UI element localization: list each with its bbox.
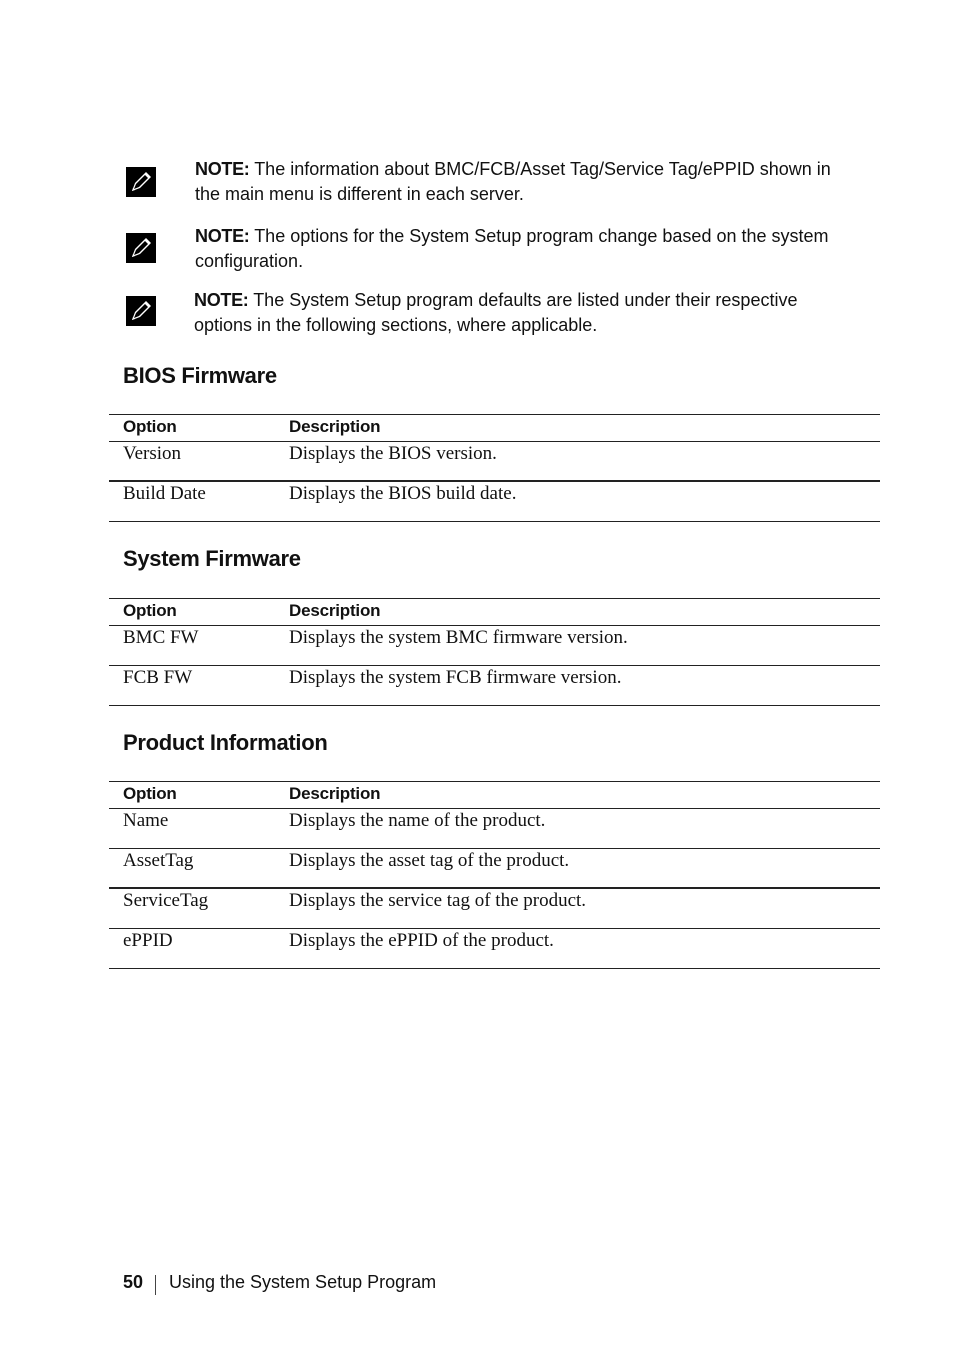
column-header-description: Description — [289, 417, 381, 436]
option-cell: Build Date — [123, 483, 206, 504]
description-cell: Displays the name of the product. — [289, 810, 546, 831]
table-product-information — [109, 781, 880, 969]
page-footer — [123, 1272, 437, 1293]
table-bios-firmware — [109, 414, 880, 522]
page-number: 50 — [123, 1272, 144, 1292]
column-header-description: Description — [289, 784, 381, 803]
column-header-option: Option — [123, 601, 177, 620]
note-label: NOTE: — [194, 290, 249, 310]
table-header — [109, 598, 880, 626]
table-row — [109, 849, 880, 889]
description-cell: Displays the system FCB firmware version. — [289, 667, 622, 688]
option-cell: ServiceTag — [123, 890, 209, 911]
table-header — [109, 781, 880, 809]
column-header-option: Option — [123, 784, 177, 803]
column-header-option: Option — [123, 417, 177, 436]
table-row — [109, 482, 880, 522]
note-label: NOTE: — [195, 159, 250, 179]
column-header-description: Description — [289, 601, 381, 620]
option-cell: ePPID — [123, 930, 173, 951]
note-pencil-icon — [126, 296, 156, 326]
note-label: NOTE: — [195, 226, 250, 246]
table-row — [109, 442, 880, 482]
table-row — [109, 889, 880, 929]
table-header — [109, 414, 880, 442]
description-cell: Displays the system BMC firmware version. — [289, 627, 628, 648]
note-text: The information about BMC/FCB/Asset Tag/Service Tag/ePPID shown in the main menu is different in each server. — [195, 159, 831, 204]
table-row — [109, 666, 880, 706]
table-row — [109, 929, 880, 969]
option-cell: Version — [123, 443, 182, 464]
table-row — [109, 626, 880, 666]
section-title-bios-firmware: BIOS Firmware — [123, 363, 277, 388]
note-pencil-icon — [126, 233, 156, 263]
footer-chapter-title: Using the System Setup Program — [169, 1272, 437, 1292]
table-system-firmware — [109, 598, 880, 706]
option-cell: AssetTag — [123, 850, 194, 871]
note-pencil-icon — [126, 167, 156, 197]
option-cell: FCB FW — [123, 667, 193, 688]
section-title-product-information: Product Information — [123, 730, 328, 755]
section-title-system-firmware: System Firmware — [123, 546, 301, 571]
description-cell: Displays the asset tag of the product. — [289, 850, 570, 871]
description-cell: Displays the BIOS version. — [289, 443, 497, 464]
description-cell: Displays the BIOS build date. — [289, 483, 517, 504]
note-text: The options for the System Setup program change based on the system configuration. — [195, 226, 829, 271]
note-text: The System Setup program defaults are listed under their respective options in the following sections, where applicable. — [194, 290, 798, 335]
description-cell: Displays the ePPID of the product. — [289, 930, 554, 951]
option-cell: Name — [123, 810, 169, 831]
description-cell: Displays the service tag of the product. — [289, 890, 587, 911]
option-cell: BMC FW — [123, 627, 199, 648]
table-row — [109, 809, 880, 849]
footer-divider — [155, 1275, 156, 1295]
